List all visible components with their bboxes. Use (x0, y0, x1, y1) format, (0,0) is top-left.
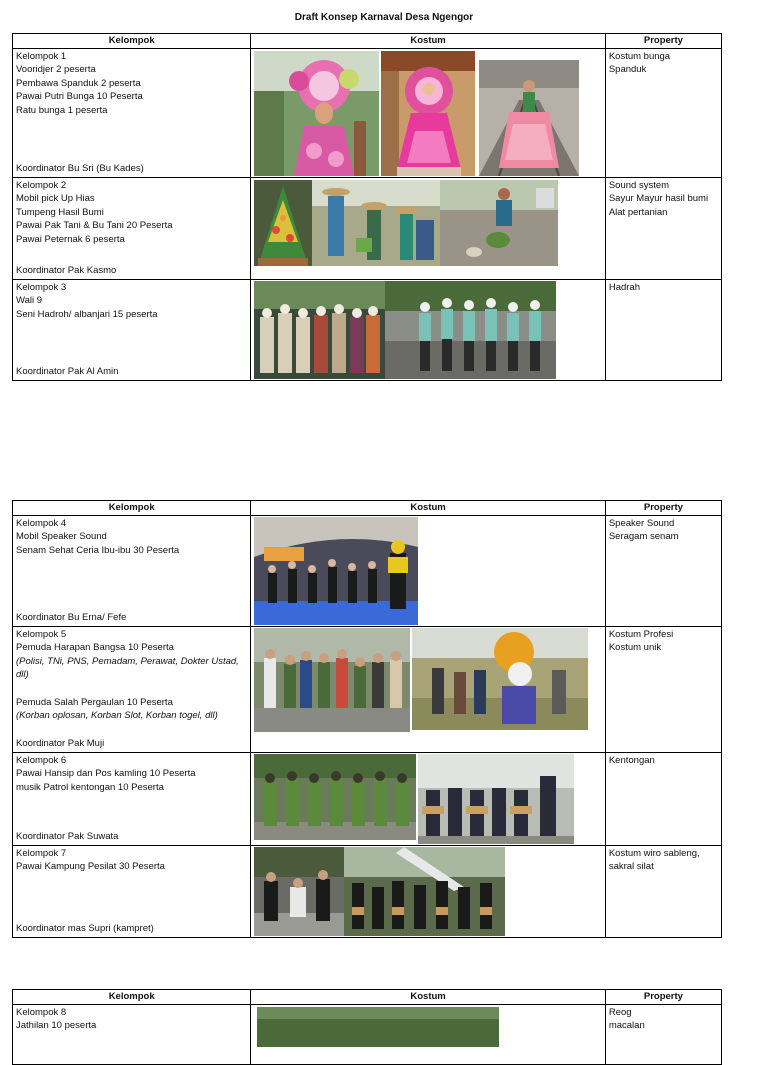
plan-table-3 (12, 989, 722, 1065)
jathilan-photo (257, 1007, 499, 1047)
group-line: Mobil Speaker Sound (16, 531, 107, 543)
group-line: Seni Hadroh/ albanjari 15 peserta (16, 308, 158, 320)
property-item: Speaker Sound (608, 517, 675, 529)
group-coordinator: Koordinator Pak Muji (16, 738, 105, 749)
table-header-row (13, 990, 722, 1005)
property-item: Spanduk (608, 64, 647, 76)
profession-costume-parade-photo (254, 628, 410, 732)
group-line: Pemuda Harapan Bangsa 10 Peserta (16, 642, 174, 654)
property-item: Alat pertanian (608, 206, 668, 218)
group-property (605, 626, 721, 752)
group-note: (Polisi, TNi, PNS, Pemadam, Perawat, Dokter Ustad, dll) (16, 655, 239, 681)
property-item: Sound system (608, 179, 670, 191)
header-kostum: Kostum (251, 501, 606, 516)
flower-parade-photo (254, 51, 379, 176)
group-name: Kelompok 4 (16, 517, 67, 529)
property-item: Reog (608, 1006, 632, 1018)
flower-dress-railway-photo (479, 60, 579, 176)
group-property (605, 845, 721, 937)
table-row-kelompok-2 (13, 177, 722, 279)
group-line: Mobil pick Up Hias (16, 193, 95, 205)
property-item: Hadrah (608, 281, 640, 293)
property-item: Seragam senam (608, 531, 679, 543)
group-coordinator: Koordinator Bu Sri (Bu Kades) (16, 163, 144, 174)
group-line: Pawai Kampung Pesilat 30 Peserta (16, 861, 165, 873)
flower-costume-photo (381, 51, 475, 176)
table-row-kelompok-1 (13, 48, 722, 177)
group-info (13, 48, 251, 177)
property-item: Kostum bunga (608, 50, 671, 62)
table-row-kelompok-4 (13, 515, 722, 626)
group-property (605, 515, 721, 626)
group-line: Pawai Peternak 6 peserta (16, 233, 125, 245)
header-kelompok: Kelompok (13, 990, 251, 1005)
document-title: Draft Konsep Karnaval Desa Ngengor (294, 12, 474, 23)
group-name: Kelompok 6 (16, 754, 67, 766)
plan-table-1 (12, 33, 722, 381)
group-line: musik Patrol kentongan 10 Peserta (16, 781, 164, 793)
group-name: Kelompok 1 (16, 50, 67, 62)
group-line: Jathilan 10 peserta (16, 1020, 97, 1032)
group-info (13, 279, 251, 380)
group-line: Senam Sehat Ceria Ibu-ibu 30 Peserta (16, 544, 180, 556)
group-info (13, 626, 251, 752)
silat-street-photo (254, 847, 344, 936)
hansip-march-photo (254, 754, 416, 840)
group-name: Kelompok 7 (16, 847, 67, 859)
group-property (605, 752, 721, 845)
costume-photos (251, 1004, 606, 1064)
header-kelompok: Kelompok (13, 34, 251, 49)
group-info (13, 177, 251, 279)
group-name: Kelompok 2 (16, 179, 67, 191)
group-line: Tumpeng Hasil Bumi (16, 206, 104, 218)
tumpeng-photo (254, 180, 312, 266)
group-info (13, 515, 251, 626)
table-row-kelompok-7 (13, 845, 722, 937)
header-kostum: Kostum (251, 990, 606, 1005)
table-row-kelompok-3 (13, 279, 722, 380)
group-name: Kelompok 8 (16, 1006, 67, 1018)
group-coordinator: Koordinator mas Supri (kampret) (16, 923, 154, 934)
group-property (605, 279, 721, 380)
property-item: Kostum unik (608, 642, 662, 654)
property-item: Kentongan (608, 754, 655, 766)
group-info (13, 1004, 251, 1064)
group-property (605, 177, 721, 279)
plan-table-2 (12, 500, 722, 938)
group-coordinator: Koordinator Bu Erna/ Fefe (16, 612, 127, 623)
group-line: Pembawa Spanduk 2 peserta (16, 77, 141, 89)
table-header-row (13, 34, 722, 49)
group-line: Wali 9 (16, 295, 43, 307)
costume-photos (251, 626, 606, 752)
group-line: Vooridjer 2 peserta (16, 64, 96, 76)
costume-photos (251, 845, 606, 937)
group-coordinator: Koordinator Pak Kasmo (16, 265, 117, 276)
unique-costume-photo (412, 628, 588, 730)
property-item: Kostum Profesi (608, 628, 674, 640)
kentongan-music-photo (418, 754, 574, 844)
group-line: Ratu bunga 1 peserta (16, 104, 108, 116)
costume-photos (251, 515, 606, 626)
header-property: Property (605, 34, 721, 49)
costume-photos (251, 279, 606, 380)
farmer-with-goats-photo (440, 180, 558, 266)
aerobics-mall-photo (254, 517, 418, 625)
table-header-row (13, 501, 722, 516)
silat-group-photo (344, 847, 505, 936)
group-coordinator: Koordinator Pak Suwata (16, 831, 119, 842)
group-name: Kelompok 5 (16, 628, 67, 640)
header-kelompok: Kelompok (13, 501, 251, 516)
property-item: Kostum wiro sableng, sakral silat (608, 847, 700, 873)
group-line: Pemuda Salah Pergaulan 10 Peserta (16, 696, 173, 708)
property-item: macalan (608, 1020, 645, 1032)
group-note: (Korban oplosan, Korban Slot, Korban togel, dll) (16, 710, 218, 722)
group-property (605, 48, 721, 177)
property-item: Sayur Mayur hasil bumi (608, 193, 709, 205)
table-row-kelompok-6 (13, 752, 722, 845)
header-property: Property (605, 501, 721, 516)
costume-photos (251, 48, 606, 177)
group-line: Pawai Hansip dan Pos kamling 10 Peserta (16, 768, 196, 780)
table-row-kelompok-5 (13, 626, 722, 752)
costume-photos (251, 752, 606, 845)
header-kostum: Kostum (251, 34, 606, 49)
wali-costume-photo (254, 281, 385, 379)
group-name: Kelompok 3 (16, 281, 67, 293)
farmers-parade-photo (312, 180, 440, 266)
group-info (13, 752, 251, 845)
group-property (605, 1004, 721, 1064)
table-row-kelompok-8 (13, 1004, 722, 1064)
header-property: Property (605, 990, 721, 1005)
costume-photos (251, 177, 606, 279)
group-coordinator: Koordinator Pak Al Amin (16, 366, 119, 377)
group-info (13, 845, 251, 937)
group-line: Pawai Putri Bunga 10 Peserta (16, 91, 143, 103)
group-line: Pawai Pak Tani & Bu Tani 20 Peserta (16, 220, 173, 232)
hadroh-march-photo (385, 281, 556, 379)
